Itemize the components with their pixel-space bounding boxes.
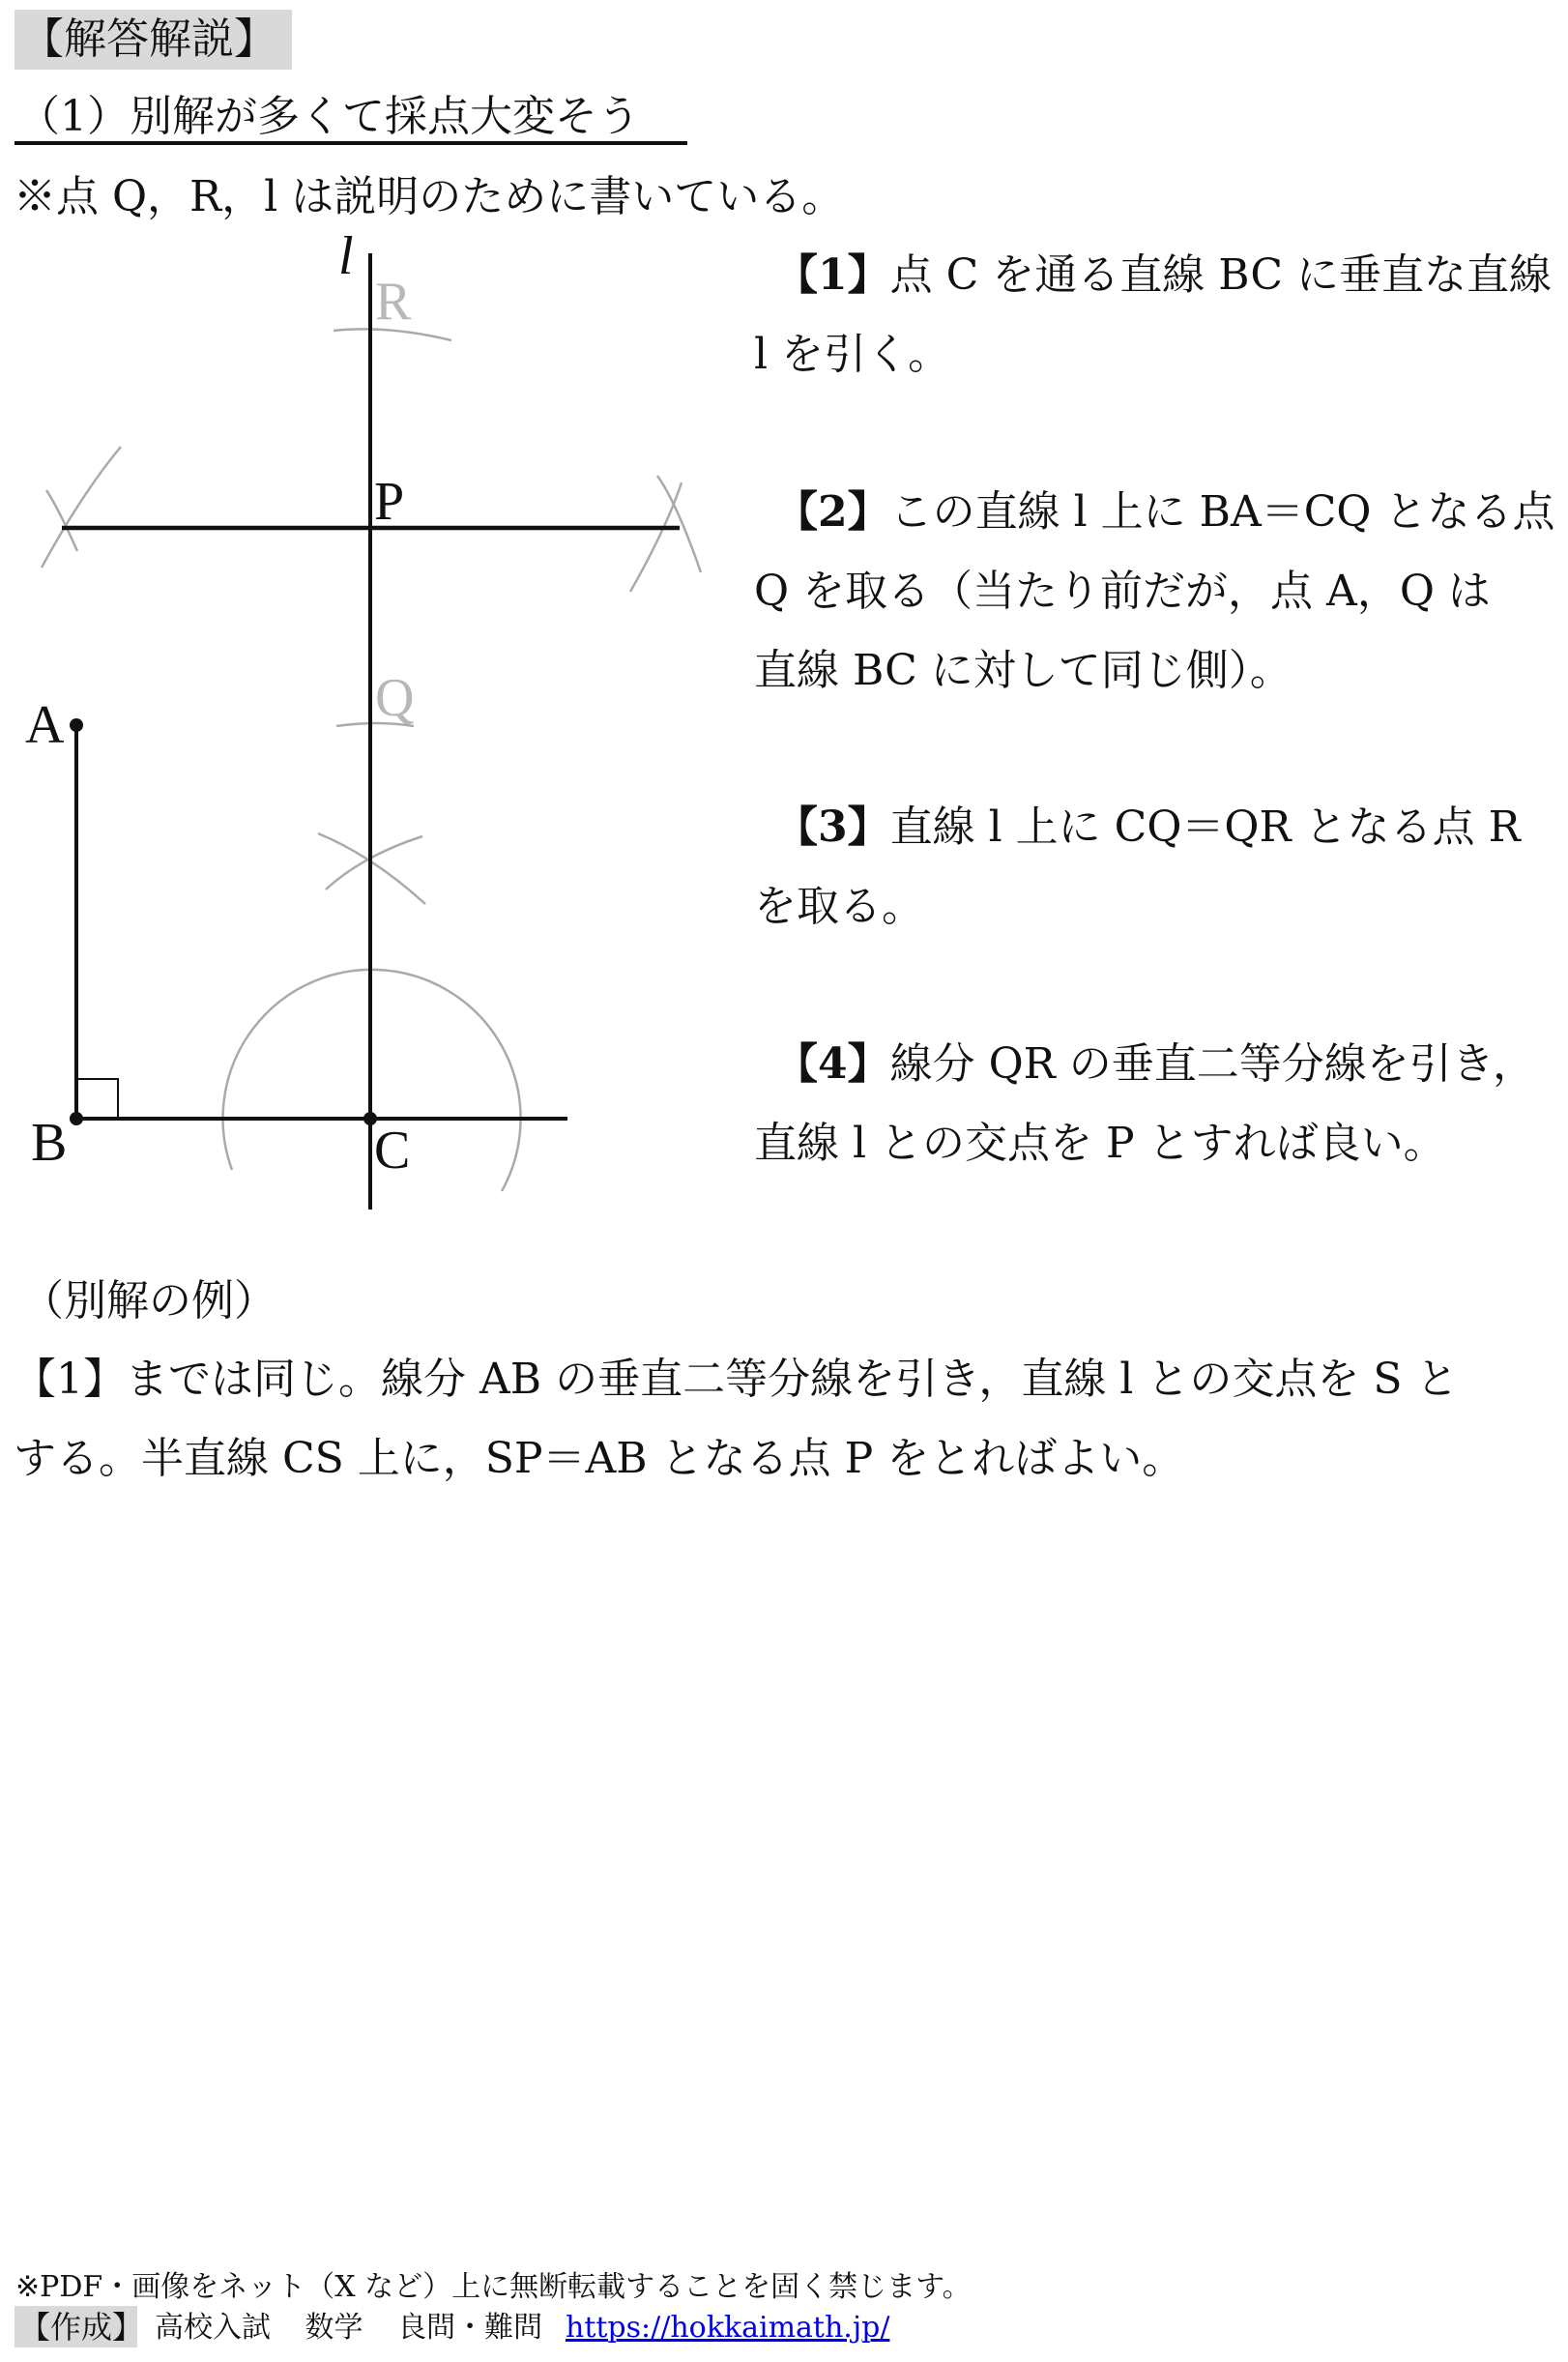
label-B: B	[31, 1113, 68, 1173]
arc-left-2	[42, 447, 121, 568]
step-2-line-3: 直線 BC に対して同じ側）。	[754, 646, 1292, 695]
label-C: C	[374, 1121, 411, 1181]
point-B	[70, 1112, 83, 1125]
arc-right-2	[630, 482, 682, 592]
step-1-line-1: 点 C を通る直線 BC に垂直な直線	[889, 250, 1553, 300]
point-A	[70, 718, 83, 732]
footer-notice: ※PDF・画像をネット（X など）上に無断転載することを固く禁じます。	[15, 2270, 972, 2304]
points	[70, 718, 377, 1125]
step-3-line-1: 直線 l 上に CQ＝QR となる点 R	[889, 802, 1521, 852]
footer-item-exam: 高校入試	[155, 2311, 271, 2345]
label-l: l	[338, 226, 354, 286]
label-Q: Q	[375, 668, 415, 728]
header-title: 【解答解説】	[21, 15, 276, 64]
construction-diagram	[0, 0, 735, 1238]
step-3	[754, 788, 1549, 947]
right-angle-mark	[76, 1079, 118, 1119]
footer-items	[155, 2310, 567, 2347]
footer-item-math: 数学	[305, 2311, 363, 2345]
step-1-line-2: l を引く。	[754, 330, 951, 379]
footer-item-problems: 良問・難問	[397, 2311, 543, 2345]
label-P: P	[374, 472, 405, 532]
step-3-line-2: を取る。	[754, 882, 924, 931]
label-A: A	[25, 695, 65, 755]
alternative-title: （別解の例）	[21, 1276, 276, 1326]
alternative-line-1: 【1】までは同じ。線分 AB の垂直二等分線を引き，直線 l との交点を S と	[14, 1355, 1459, 1404]
step-2-line-2: Q を取る（当たり前だが，点 A，Q は	[754, 567, 1491, 616]
step-1	[754, 236, 1553, 394]
step-2-line-1: この直線 l 上に BA＝CQ となる点	[889, 487, 1555, 537]
step-4-line-1: 線分 QR の垂直二等分線を引き，	[889, 1039, 1536, 1089]
problem-subtitle: （1）別解が多くて採点大変そう	[17, 92, 640, 141]
step-2-number: 【2】	[775, 487, 890, 537]
main-lines	[62, 253, 680, 1210]
step-3-number: 【3】	[775, 802, 890, 852]
alternative-line-2: する。半直線 CS 上に，SP＝AB となる点 P をとればよい。	[14, 1434, 1185, 1483]
arc-left-1	[46, 490, 77, 551]
step-2	[754, 473, 1555, 711]
footer-website-link[interactable]: https://hokkaimath.jp/	[566, 2311, 890, 2345]
label-R: R	[375, 272, 412, 332]
step-4-line-2: 直線 l との交点を P とすれば良い。	[754, 1119, 1446, 1168]
diagram-note: ※点 Q，R，l は説明のために書いている。	[14, 172, 845, 221]
step-4-number: 【4】	[775, 1039, 890, 1089]
alternative-body	[14, 1340, 1560, 1499]
step-4	[754, 1025, 1549, 1183]
step-1-number: 【1】	[775, 250, 890, 300]
footer-label: 【作成】	[19, 2309, 144, 2346]
